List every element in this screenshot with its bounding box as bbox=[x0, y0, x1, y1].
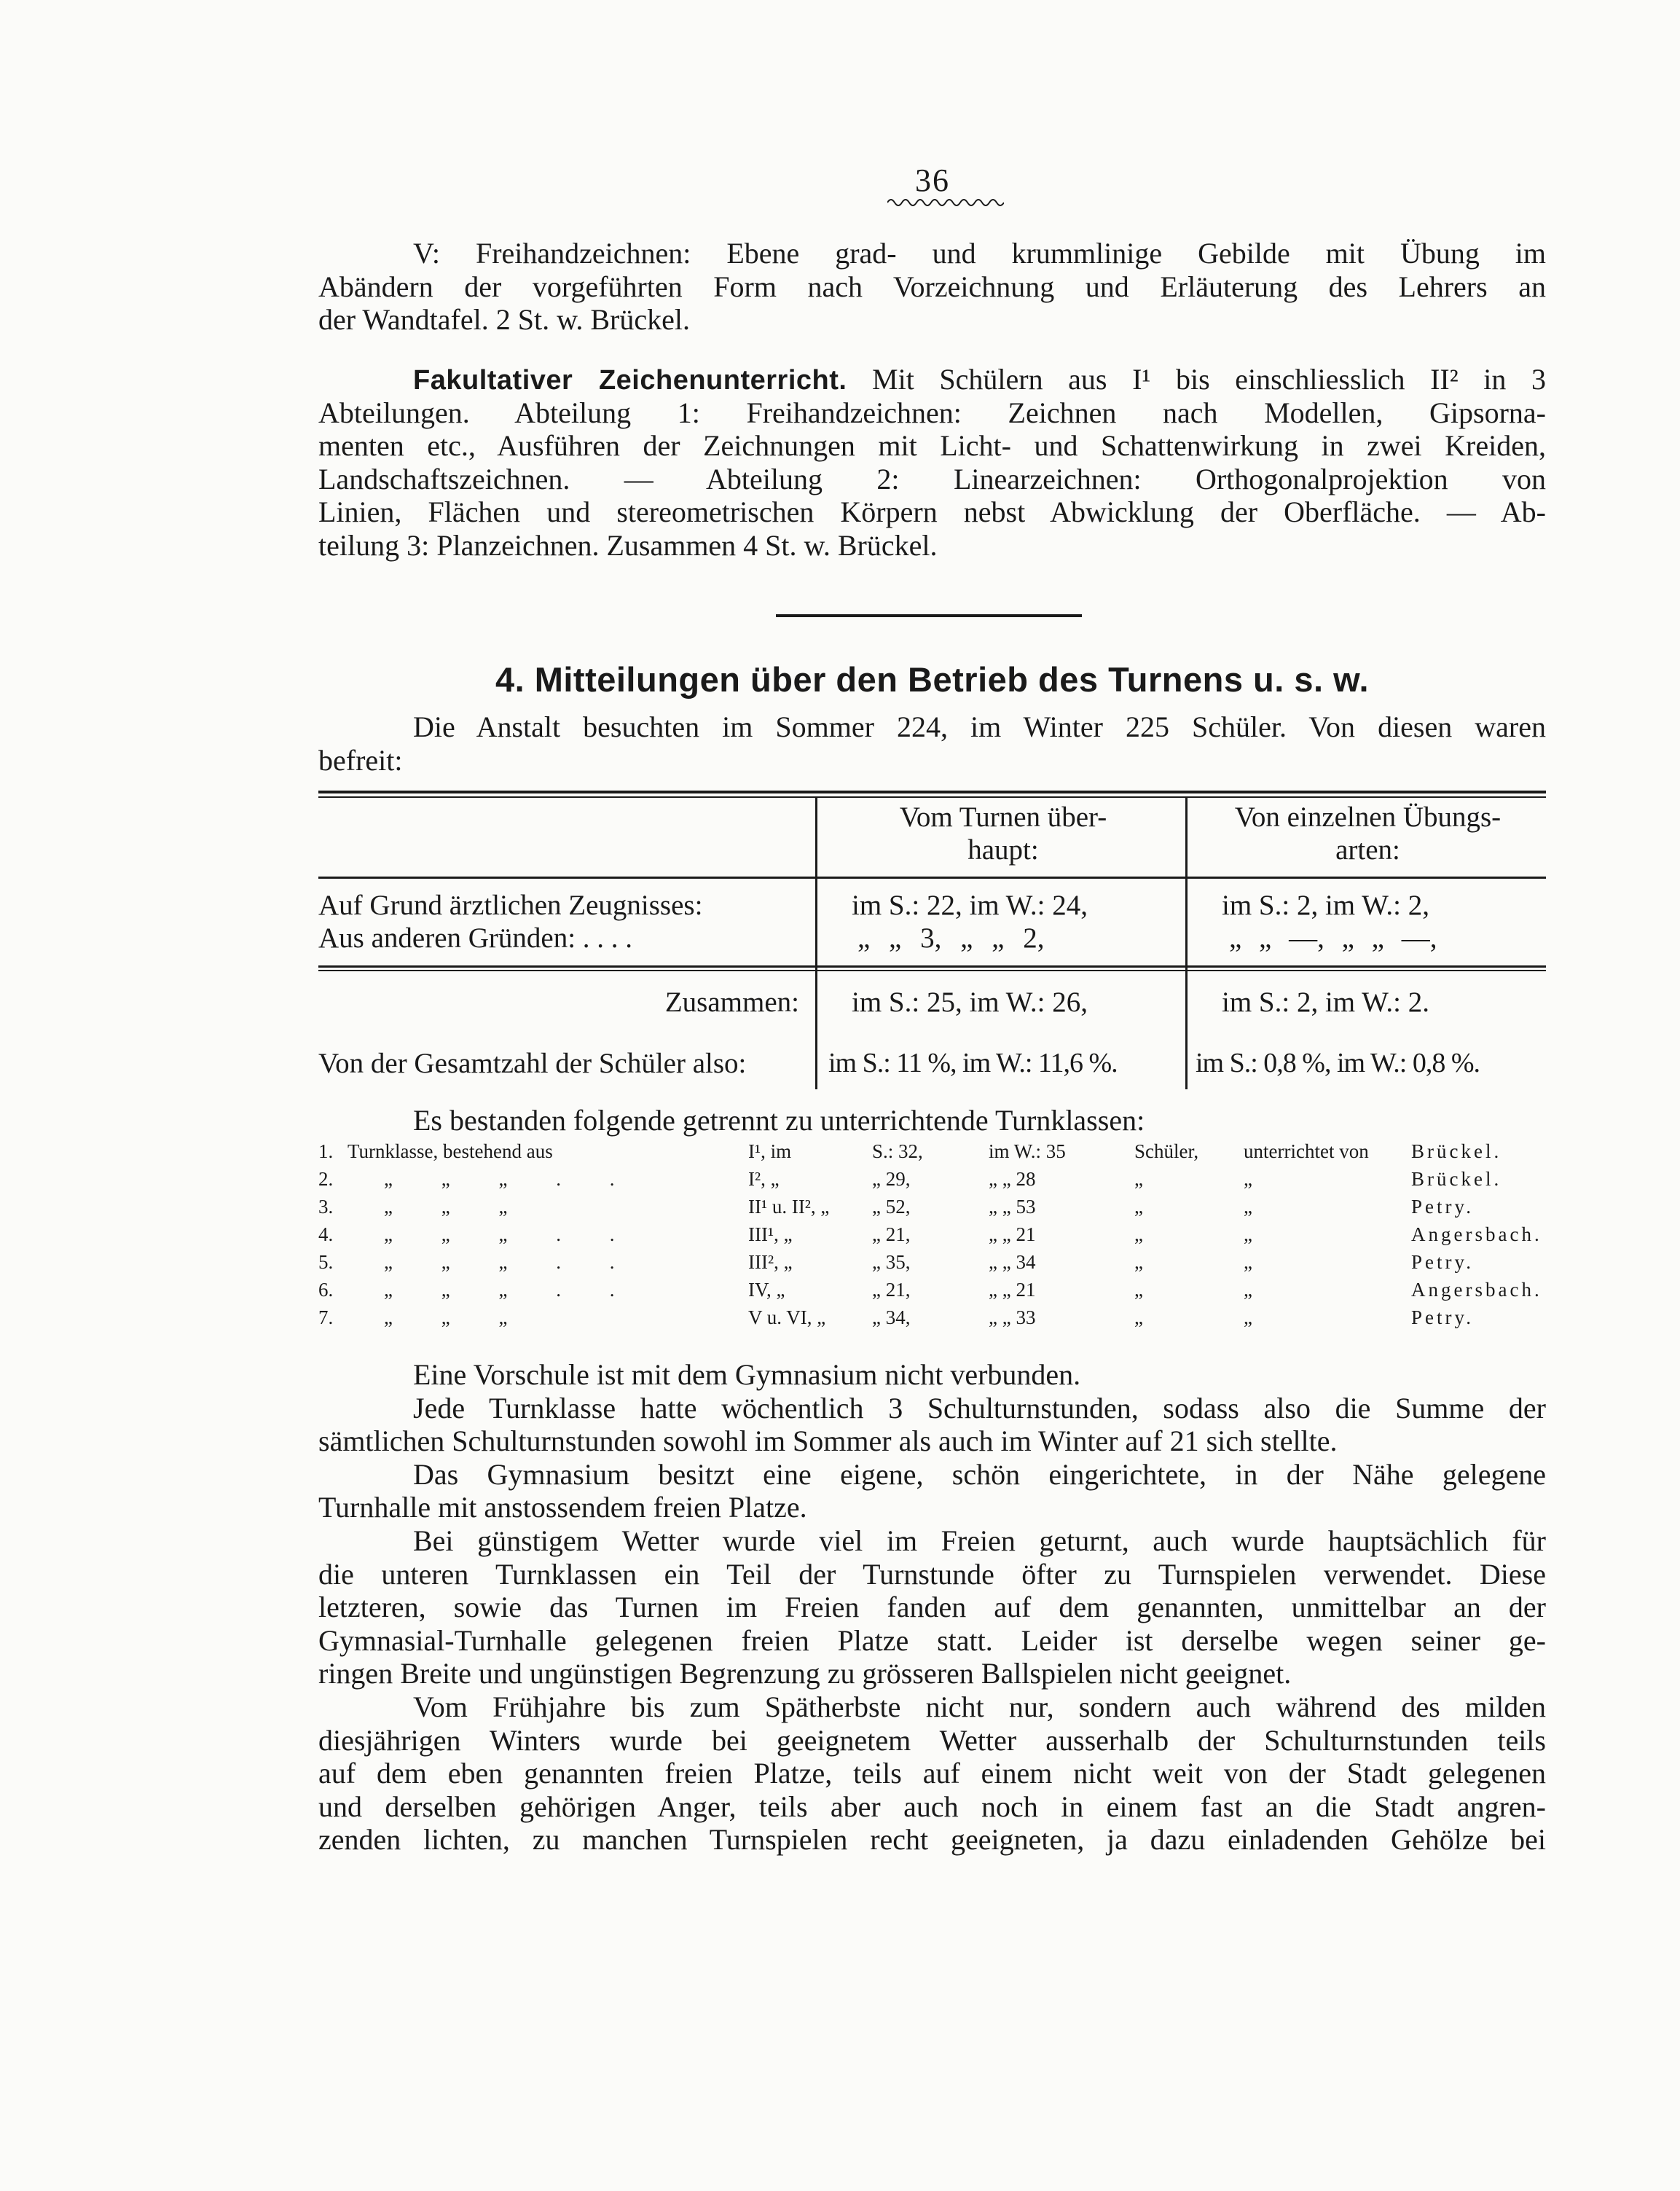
turnklasse-teacher: Petry. bbox=[1411, 1306, 1474, 1328]
text-line: zenden lichten, zu manchen Turnspielen recht geeigneten, ja dazu einladenden Gehölze bei bbox=[318, 1823, 1546, 1857]
text-line: Die Anstalt besuchten im Sommer 224, im Winter 225 Schüler. Von diesen waren bbox=[413, 710, 1546, 743]
paragraph-fakultativ bbox=[318, 363, 1546, 563]
turnklasse-desc: „ „ „ bbox=[384, 1196, 508, 1218]
turnklasse-w: „ „ 33 bbox=[989, 1306, 1036, 1328]
turnklasse-cls: IV, „ bbox=[748, 1279, 785, 1301]
turnklasse-unt: unterrichtet von bbox=[1244, 1140, 1369, 1162]
text-line: die unteren Turnklassen ein Teil der Turnstunde öfter zu Turnspielen verwendet. Diese bbox=[318, 1557, 1546, 1591]
text-line: Bei günstigem Wetter wurde viel im Freien geturnt, auch wurde hauptsächlich für bbox=[413, 1524, 1546, 1557]
turnklasse-unt: „ bbox=[1244, 1223, 1252, 1245]
turnklasse-w: im W.: 35 bbox=[989, 1140, 1066, 1162]
table-rule bbox=[318, 965, 1546, 968]
turnklasse-teacher: Brückel. bbox=[1411, 1168, 1502, 1190]
turnklasse-teacher: Petry. bbox=[1411, 1196, 1474, 1218]
turnklasse-w: „ „ 53 bbox=[989, 1196, 1036, 1218]
turnklasse-desc: „ „ „ . . bbox=[384, 1279, 615, 1301]
text-line: und derselben gehörigen Anger, teils aber auch noch in einem fast an die Stadt angren- bbox=[318, 1790, 1546, 1823]
section-separator bbox=[776, 614, 1082, 617]
text-line: letzteren, sowie das Turnen im Freien fanden auf dem genannten, unmittelbar an der bbox=[318, 1591, 1546, 1624]
turnklasse-no: 2. bbox=[318, 1168, 334, 1190]
text-line: Das Gymnasium besitzt eine eigene, schön eingerichtete, in der Nähe gelegene bbox=[413, 1457, 1546, 1491]
turnklasse-sch: „ bbox=[1134, 1279, 1143, 1301]
turnklasse-row bbox=[318, 1306, 1546, 1333]
fakultativ-line-0: Mit Schülern aus I¹ bis einschliesslich II² in 3 bbox=[847, 363, 1546, 396]
turnklasse-desc: „ „ „ bbox=[384, 1306, 508, 1328]
exemption-table bbox=[318, 791, 1546, 1089]
turnklasse-no: 4. bbox=[318, 1223, 334, 1245]
turnklasse-cls: I², „ bbox=[748, 1168, 780, 1190]
turnklasse-w: „ „ 34 bbox=[989, 1251, 1036, 1273]
text-line: befreit: bbox=[318, 743, 403, 777]
table-cell: im S.: 2, im W.: 2. bbox=[1222, 987, 1429, 1018]
text-line: der Wandtafel. 2 St. w. Brückel. bbox=[318, 303, 690, 337]
table-rule bbox=[318, 970, 1546, 971]
header-line: arten: bbox=[1335, 834, 1400, 866]
col1-header bbox=[821, 801, 1185, 866]
table-cell: im S.: 25, im W.: 26, bbox=[852, 987, 1088, 1018]
turnklasse-unt: „ bbox=[1244, 1196, 1252, 1218]
turnklasse-unt: „ bbox=[1244, 1279, 1252, 1301]
text-line: Es bestanden folgende getrennt zu unterrichtende Turnklassen: bbox=[413, 1104, 1145, 1137]
turnklasse-desc: „ „ „ . . bbox=[384, 1251, 615, 1273]
page-number: 36 bbox=[915, 162, 950, 198]
turnklasse-sch: „ bbox=[1134, 1196, 1143, 1218]
table-cell: im S.: 2, im W.: 2, bbox=[1222, 890, 1429, 921]
turnklasse-desc: „ „ „ . . bbox=[384, 1223, 615, 1245]
table-row-label: Von der Gesamtzahl der Schüler also: bbox=[318, 1048, 747, 1079]
turnklasse-teacher: Brückel. bbox=[1411, 1140, 1502, 1162]
turnklasse-row bbox=[318, 1223, 1546, 1250]
turnklasse-w: „ „ 21 bbox=[989, 1223, 1036, 1245]
turnklasse-s: „ 21, bbox=[872, 1279, 911, 1301]
table-cell: „ „ —, „ „ —, bbox=[1229, 922, 1437, 954]
turnklasse-s: „ 35, bbox=[872, 1251, 911, 1273]
turnklasse-s: „ 21, bbox=[872, 1223, 911, 1245]
turnklasse-desc: „ „ „ . . bbox=[384, 1168, 615, 1190]
header-line: haupt: bbox=[967, 834, 1039, 866]
turnklasse-cls: III¹, „ bbox=[748, 1223, 793, 1245]
turnklasse-no: 7. bbox=[318, 1306, 334, 1328]
turnklasse-no: 5. bbox=[318, 1251, 334, 1273]
turnklasse-sch: „ bbox=[1134, 1223, 1143, 1245]
table-rule bbox=[318, 796, 1546, 798]
text-line: ringen Breite und ungünstigen Begrenzung zu grösseren Ballspielen nicht geeignet. bbox=[318, 1657, 1292, 1690]
turnklasse-teacher: Petry. bbox=[1411, 1251, 1474, 1273]
turnklasse-cls: I¹, im bbox=[748, 1140, 792, 1162]
table-cell: im S.: 22, im W.: 24, bbox=[852, 890, 1088, 921]
header-line: Vom Turnen über- bbox=[899, 801, 1107, 833]
turnklasse-row bbox=[318, 1140, 1546, 1167]
text-line: Landschaftszeichnen. — Abteilung 2: Linearzeichnen: Orthogonalprojektion von bbox=[318, 462, 1546, 495]
body-paragraphs bbox=[318, 1358, 1546, 1857]
turnklasse-unt: „ bbox=[1244, 1306, 1252, 1328]
text-line: auf dem eben genannten freien Platze, teils auf einem nicht weit von der Stadt gelegenen bbox=[318, 1757, 1546, 1790]
turnklasse-s: S.: 32, bbox=[872, 1140, 923, 1162]
paragraph-intro bbox=[318, 710, 1546, 777]
turnklasse-teacher: Angersbach. bbox=[1411, 1279, 1542, 1301]
turnklasse-unt: „ bbox=[1244, 1168, 1252, 1190]
text-line: Abändern der vorgeführten Form nach Vorzeichnung und Erläuterung des Lehrers an bbox=[318, 270, 1546, 303]
turnklasse-desc: Turnklasse, bestehend aus bbox=[348, 1140, 553, 1162]
table-cell: „ „ 3, „ „ 2, bbox=[857, 922, 1045, 954]
text-line: sämtlichen Schulturnstunden sowohl im Sommer als auch im Winter auf 21 sich stellte. bbox=[318, 1424, 1338, 1458]
table-rule bbox=[318, 877, 1546, 879]
turnklassen-intro bbox=[318, 1104, 1546, 1137]
turnklasse-teacher: Angersbach. bbox=[1411, 1223, 1542, 1245]
text-line: Eine Vorschule ist mit dem Gymnasium nicht verbunden. bbox=[413, 1358, 1081, 1391]
turnklasse-row bbox=[318, 1168, 1546, 1194]
text-line: Abteilungen. Abteilung 1: Freihandzeichnen: Zeichnen nach Modellen, Gipsorna- bbox=[318, 396, 1546, 429]
turnklasse-no: 3. bbox=[318, 1196, 334, 1218]
turnklasse-cls: V u. VI, „ bbox=[748, 1306, 826, 1328]
table-column-divider bbox=[815, 798, 817, 1089]
text-line: Gymnasial-Turnhalle gelegenen freien Platze statt. Leider ist derselbe wegen seiner ge- bbox=[318, 1623, 1546, 1657]
text-line: teilung 3: Planzeichnen. Zusammen 4 St. w. Brückel. bbox=[318, 528, 938, 562]
text-line: V: Freihandzeichnen: Ebene grad- und krummlinige Gebilde mit Übung im bbox=[413, 237, 1546, 270]
fakultativ-heading: Fakultativer Zeichenunterricht. bbox=[413, 365, 847, 396]
turnklasse-unt: „ bbox=[1244, 1251, 1252, 1273]
text-line: Linien, Flächen und stereometrischen Körpern nebst Abwicklung der Oberfläche. — Ab- bbox=[318, 495, 1546, 529]
table-row-label: Aus anderen Gründen: . . . . bbox=[318, 922, 633, 954]
turnklasse-no: 6. bbox=[318, 1279, 334, 1301]
table-rule bbox=[318, 791, 1546, 793]
table-row-label: Zusammen: bbox=[664, 987, 799, 1018]
table-row-label: Auf Grund ärztlichen Zeugnisses: bbox=[318, 890, 703, 921]
paragraph-freihandzeichnen bbox=[318, 237, 1546, 337]
turnklasse-s: „ 34, bbox=[872, 1306, 911, 1328]
text-line: diesjährigen Winters wurde bei geeignetem Wetter ausserhalb der Schulturnstunden teils bbox=[318, 1723, 1546, 1757]
table-column-divider bbox=[1185, 798, 1188, 1089]
table-cell: im S.: 11 %, im W.: 11,6 %. bbox=[828, 1048, 1118, 1078]
turnklasse-row bbox=[318, 1251, 1546, 1277]
turnklasse-sch: Schüler, bbox=[1134, 1140, 1199, 1162]
text-line bbox=[318, 363, 1546, 396]
turnklasse-no: 1. bbox=[318, 1140, 334, 1162]
turnklasse-s: „ 29, bbox=[872, 1168, 911, 1190]
turnklasse-cls: III², „ bbox=[748, 1251, 793, 1273]
turnklasse-sch: „ bbox=[1134, 1306, 1143, 1328]
turnklasse-sch: „ bbox=[1134, 1251, 1143, 1273]
page-number-ornament bbox=[887, 197, 1004, 208]
turnklasse-w: „ „ 28 bbox=[989, 1168, 1036, 1190]
text-line: Vom Frühjahre bis zum Spätherbste nicht nur, sondern auch während des milden bbox=[413, 1690, 1546, 1723]
header-line: Von einzelnen Übungs- bbox=[1234, 801, 1502, 833]
turnklasse-w: „ „ 21 bbox=[989, 1279, 1036, 1301]
turnklasse-cls: II¹ u. II², „ bbox=[748, 1196, 830, 1218]
turnklasse-row bbox=[318, 1196, 1546, 1222]
turnklasse-s: „ 52, bbox=[872, 1196, 911, 1218]
turnklasse-sch: „ bbox=[1134, 1168, 1143, 1190]
table-cell: im S.: 0,8 %, im W.: 0,8 %. bbox=[1196, 1048, 1480, 1078]
text-line: menten etc., Ausführen der Zeichnungen mit Licht- und Schattenwirkung in zwei Kreiden, bbox=[318, 429, 1546, 463]
col2-header bbox=[1190, 801, 1546, 866]
turnklasse-row bbox=[318, 1279, 1546, 1305]
section-title: 4. Mitteilungen über den Betrieb des Turnens u. s. w. bbox=[495, 660, 1370, 699]
text-line: Turnhalle mit anstossendem freien Platze. bbox=[318, 1491, 807, 1524]
text-line: Jede Turnklasse hatte wöchentlich 3 Schulturnstunden, sodass also die Summe der bbox=[413, 1391, 1546, 1424]
